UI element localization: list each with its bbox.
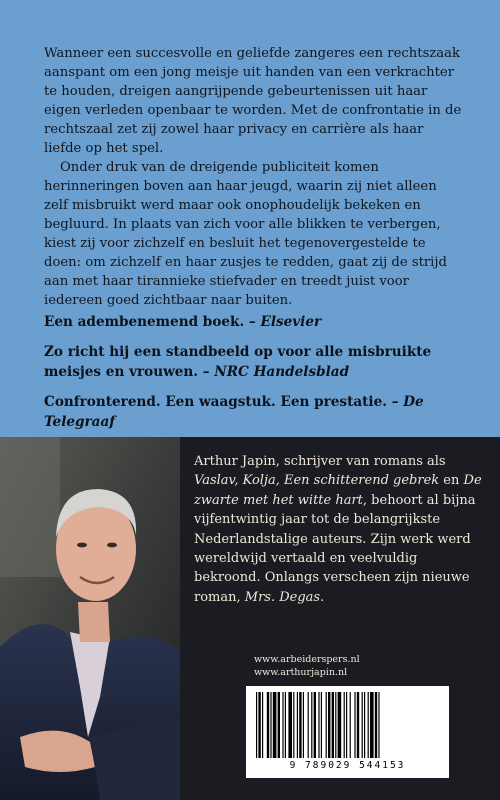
author-bio: Arthur Japin, schrijver van romans als Vaslav, Kolja, Een schitterend gebrek en De zwarte met het witte hart, behoort al bijna vijfentwintig jaar tot de belangrijkste Nederlandstalige auteurs. Zijn werk werd wereldwijd vertaald en veelvuldig bekroond. Onlangs verscheen zijn nieuwe roman, Mrs. Degas.: [194, 454, 482, 605]
barcode-bar: [262, 692, 263, 758]
barcode-bar: [335, 692, 336, 758]
isbn-number: 9 789029 544153: [289, 760, 406, 771]
barcode-bar: [297, 692, 298, 758]
barcode-bar: [370, 692, 374, 758]
review-source: – De Telegraaf: [44, 394, 424, 430]
barcode-bar: [285, 692, 286, 758]
book-title: De zwarte met het witte hart: [194, 473, 482, 508]
barcode-bar: [288, 692, 292, 758]
review-quote: Een adembenemend boek. – Elsevier: [44, 314, 322, 330]
barcode-bar: [328, 692, 330, 758]
author-photo: [0, 437, 180, 800]
synopsis-paragraph-1: Wanneer een succesvolle en geliefde zangeres een rechtszaak aanspant om een jong meisje uit handen van een verkrachter te houden, dreigen aangrijpende gebeurtenissen uit haar eigen verleden openbaar te worden. Met de confrontatie in de rechtszaal zet zij zowel haar privacy en carrière als haar liefde op het spel.: [44, 46, 462, 156]
barcode-bar: [278, 692, 280, 758]
synopsis-paragraph-2: Onder druk van de dreigende publiciteit komen herinneringen boven aan haar jeugd, waarin zij niet alleen zelf misbruikt werd maar ook onophoudelijk bekeken en begluurd. In plaats van zich voor alle blikken te verbergen, kiest zij voor zichzelf en besluit het tegenovergestelde te doen: om zichzelf en haar zusjes te redden, gaat zij de strijd aan met haar tirannieke stiefvader en treedt juist voor iedereen goed zichtbaar naar buiten.: [44, 160, 447, 308]
barcode-bar: [350, 692, 351, 758]
barcode-bar: [332, 692, 334, 758]
barcode-bar: [293, 692, 294, 758]
barcode-bars: [250, 692, 445, 762]
book-titles: Vaslav, Kolja, Een schitterend gebrek: [194, 473, 440, 489]
barcode-bar: [267, 692, 269, 758]
new-novel-title: Mrs. Degas: [244, 589, 321, 605]
barcode-bar: [282, 692, 283, 758]
review-quote: Confronterend. Een waagstuk. Een prestatie. – De Telegraaf: [44, 394, 424, 430]
barcode-bar: [368, 692, 369, 758]
barcode-bar: [346, 692, 347, 758]
review-source: – Elsevier: [248, 314, 322, 330]
barcode-bar: [314, 692, 316, 758]
barcode: [246, 686, 449, 778]
barcode-bar: [303, 692, 304, 758]
barcode-bar: [375, 692, 377, 758]
barcode-bar: [357, 692, 359, 758]
barcode-bar: [256, 692, 257, 758]
barcode-bar: [258, 692, 260, 758]
barcode-bar: [308, 692, 309, 758]
barcode-bar: [321, 692, 322, 758]
barcode-bar: [378, 692, 379, 758]
barcode-bar: [344, 692, 345, 758]
review-source: – NRC Handelsblad: [202, 364, 350, 380]
barcode-bar: [364, 692, 365, 758]
barcode-bar: [326, 692, 327, 758]
barcode-bar: [273, 692, 277, 758]
review-quote: Zo richt hij een standbeeld op voor alle misbruikte meisjes en vrouwen. – NRC Handelsblad: [44, 344, 432, 380]
author-url[interactable]: www.arthurjapin.nl: [254, 667, 348, 678]
barcode-bar: [318, 692, 319, 758]
author-portrait-image: [0, 437, 180, 800]
barcode-bar: [270, 692, 271, 758]
barcode-bar: [354, 692, 355, 758]
barcode-bar: [362, 692, 363, 758]
publisher-url[interactable]: www.arbeiderspers.nl: [254, 654, 360, 665]
website-links: [254, 653, 360, 679]
review-quotes: [44, 312, 464, 442]
barcode-bar: [311, 692, 312, 758]
barcode-bar: [338, 692, 342, 758]
synopsis: [44, 44, 464, 310]
barcode-bar: [299, 692, 301, 758]
